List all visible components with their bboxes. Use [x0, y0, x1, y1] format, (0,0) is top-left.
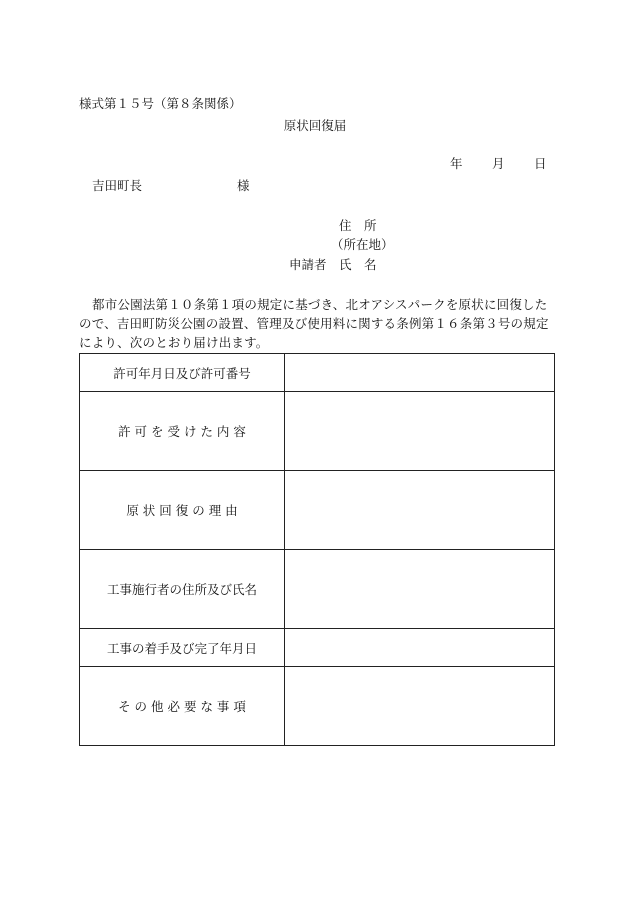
row-value-field[interactable]: [285, 629, 555, 667]
row-label: そ の 他 必 要 な 事 項: [80, 667, 285, 746]
table-row: [80, 629, 555, 667]
row-label: 許 可 を 受 け た 内 容: [80, 392, 285, 471]
row-value-field[interactable]: [285, 471, 555, 550]
date-day-label: 日: [534, 156, 547, 171]
table-row: [80, 550, 555, 629]
date-month-label: 月: [492, 156, 505, 171]
row-value-field[interactable]: [285, 667, 555, 746]
body-paragraph: 都市公園法第１０条第１項の規定に基づき、北オアシスパークを原状に回復したので、吉田町防災公園の設置、管理及び使用料に関する条例第１６条第３号の規定により、次のとおり届け出ます。: [79, 297, 549, 350]
table-row: [80, 354, 555, 392]
applicant-address-label: 住 所: [339, 218, 377, 233]
row-value-field[interactable]: [285, 550, 555, 629]
date-line: [450, 156, 547, 172]
row-label: 原 状 回 復 の 理 由: [80, 471, 285, 550]
addressee: [92, 178, 250, 194]
addressee-honorific: 様: [237, 178, 250, 193]
row-label: 工事の着手及び完了年月日: [80, 629, 285, 667]
applicant-location-label: （所在地）: [331, 237, 394, 252]
table-row: [80, 667, 555, 746]
row-label: 許可年月日及び許可番号: [80, 354, 285, 392]
form-number: 様式第１５号（第８条関係）: [79, 96, 242, 111]
table-row: [80, 471, 555, 550]
applicant-name-label: 申請者 氏 名: [289, 257, 377, 272]
application-table: [79, 353, 555, 746]
row-value-field[interactable]: [285, 354, 555, 392]
row-label: 工事施行者の住所及び氏名: [80, 550, 285, 629]
table-row: [80, 392, 555, 471]
document-title: 原状回復届: [283, 118, 347, 133]
date-year-label: 年: [450, 156, 463, 171]
addressee-name: 吉田町長: [92, 178, 143, 193]
row-value-field[interactable]: [285, 392, 555, 471]
